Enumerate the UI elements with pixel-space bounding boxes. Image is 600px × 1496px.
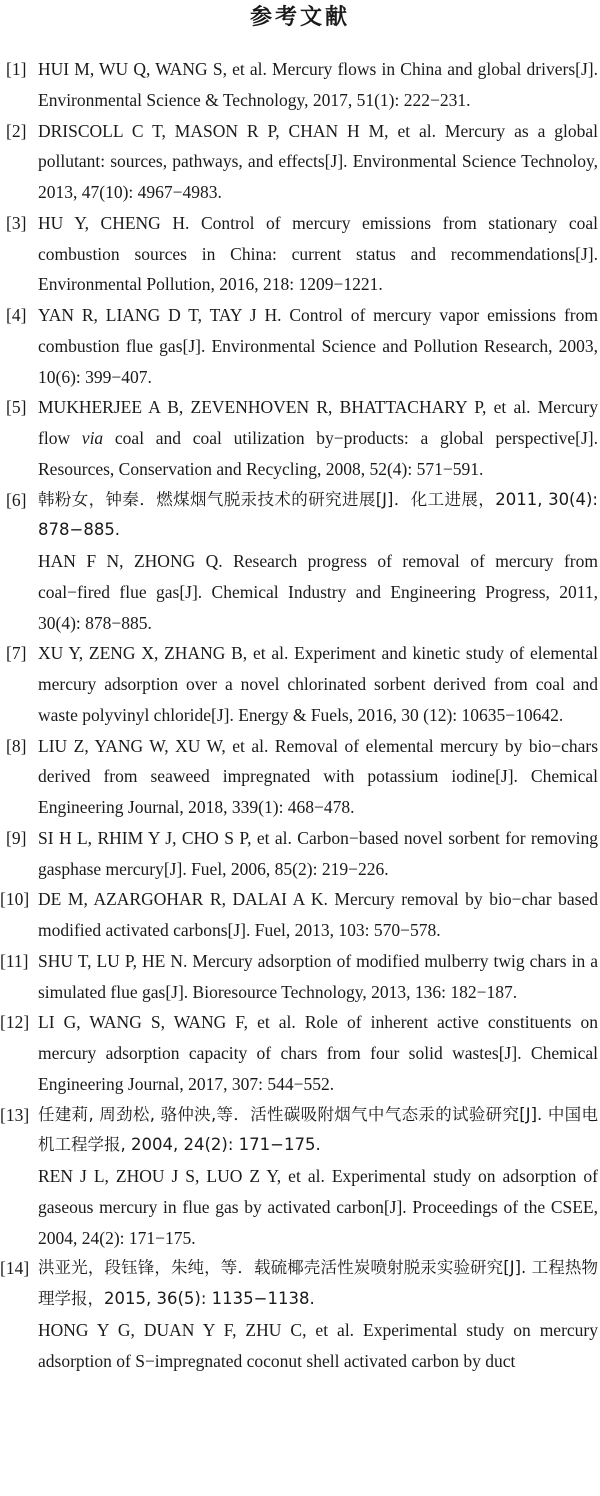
reference-text: SHU T, LU P, HE N. Mercury adsorption of modified mulberry twig chars in a simulated flue gas[J]. Bioresource Technology, 2013, 136: 182−187. [38,950,598,1002]
reference-text-chinese: 韩粉女，钟秦．燃煤烟气脱汞技术的研究进展[J]．化工进展，2011, 30(4): 878−885. [38,489,598,540]
reference-entry [0,638,600,730]
reference-text [38,392,598,484]
reference-text: LI G, WANG S, WANG F, et al. Role of inherent active constituents on mercury adsorption capacity of chars from four solid wastes[J]. Chemical Engineering Journal, 2017, 307: 544−552. [38,1012,598,1094]
reference-text-english: HAN F N, ZHONG Q. Research progress of removal of mercury from coal−fired flue gas[J]. Chemical Industry and Engineering Progress, 2011, 30(4): 878−885. [38,551,598,633]
reference-entry [0,946,600,1008]
reference-text-chinese: 任建莉, 周劲松, 骆仲泱,等．活性碳吸附烟气中气态汞的试验研究[J]. 中国电机工程学报, 2004, 24(2): 171−175. [38,1104,598,1155]
reference-entry [0,116,600,208]
reference-number: [11] [0,950,29,971]
reference-entry [0,485,600,639]
reference-text: HUI M, WU Q, WANG S, et al. Mercury flows in China and global drivers[J]. Environmental Science & Technology, 2017, 51(1): 222−231. [38,59,598,110]
reference-number: [10] [0,889,30,910]
reference-number: [12] [0,1012,30,1033]
reference-text: XU Y, ZENG X, ZHANG B, et al. Experiment and kinetic study of elemental mercury adsorption over a novel chlorinated sorbent derived from coal and waste polyvinyl chloride[J]. Energy & Fuels, 2016, 30 (12): 10635−10642. [38,643,598,725]
reference-italic-word: via [81,428,104,448]
reference-entry [0,823,600,885]
reference-text-english: REN J L, ZHOU J S, LUO Z Y, et al. Experimental study on adsorption of gaseous mercury in flue gas by activated carbon[J]. Proceedings of the CSEE, 2004, 24(2): 171−175. [38,1166,598,1248]
reference-entry [0,54,600,116]
reference-number: [5] [6,397,27,418]
reference-text: SI H L, RHIM Y J, CHO S P, et al. Carbon−based novel sorbent for removing gasphase mercury[J]. Fuel, 2006, 85(2): 219−226. [38,827,598,879]
reference-text: LIU Z, YANG W, XU W, et al. Removal of elemental mercury by bio−chars derived from seaweed impregnated with potassium iodine[J]. Chemical Engineering Journal, 2018, 339(1): 468−478. [38,735,598,817]
reference-text: YAN R, LIANG D T, TAY J H. Control of mercury vapor emissions from combustion flue gas[J]. Environmental Science and Pollution Research, 2003, 10(6): 399−407. [38,305,598,387]
reference-text: DRISCOLL C T, MASON R P, CHAN H M, et al. Mercury as a global pollutant: sources, pathways, and effects[J]. Environmental Science Technoloy, 2013, 47(10): 4967−4983. [38,120,598,202]
reference-entry [0,731,600,823]
reference-text: DE M, AZARGOHAR R, DALAI A K. Mercury removal by bio−char based modified activated carbons[J]. Fuel, 2013, 103: 570−578. [38,889,598,940]
reference-number: [4] [6,305,27,325]
reference-number: [1] [6,59,27,79]
reference-number: [7] [6,643,27,664]
reference-entry [0,1007,600,1099]
reference-entry [0,1253,600,1376]
reference-number: [3] [6,212,27,233]
reference-text-english: HONG Y G, DUAN Y F, ZHU C, et al. Experimental study on mercury adsorption of S−impregnated coconut shell activated carbon by duct [38,1319,598,1371]
reference-entry [0,392,600,484]
reference-list [0,54,600,1376]
reference-number: [8] [6,735,27,756]
references-heading: 参考文献 [249,5,350,30]
reference-entry [0,300,600,392]
reference-entry [0,884,600,946]
reference-text: HU Y, CHENG H. Control of mercury emissions from stationary coal combustion sources in China: current status and recommendations[J]. Environmental Pollution, 2016, 218: 1209−1221. [38,212,598,295]
reference-entry [0,208,600,300]
reference-text-chinese: 洪亚光，段钰锋，朱纯，等．载硫椰壳活性炭喷射脱汞实验研究[J]. 工程热物理学报，2015, 36(5): 1135−1138. [38,1258,598,1308]
reference-text-part: MUKHERJEE A B, ZEVENHOVEN R, BHATTACHARY P, et al. Mercury flow [38,397,598,448]
reference-entry [0,1100,600,1254]
reference-number: [6] [6,489,27,510]
reference-text-part: coal and coal utilization by−products: a global perspective[J]. Resources, Conservation and Recycling, 2008, 52(4): 571−591. [38,428,598,479]
reference-number: [14] [0,1258,30,1279]
reference-number: [13] [0,1104,30,1125]
reference-number: [2] [6,120,27,141]
reference-number: [9] [6,827,27,848]
